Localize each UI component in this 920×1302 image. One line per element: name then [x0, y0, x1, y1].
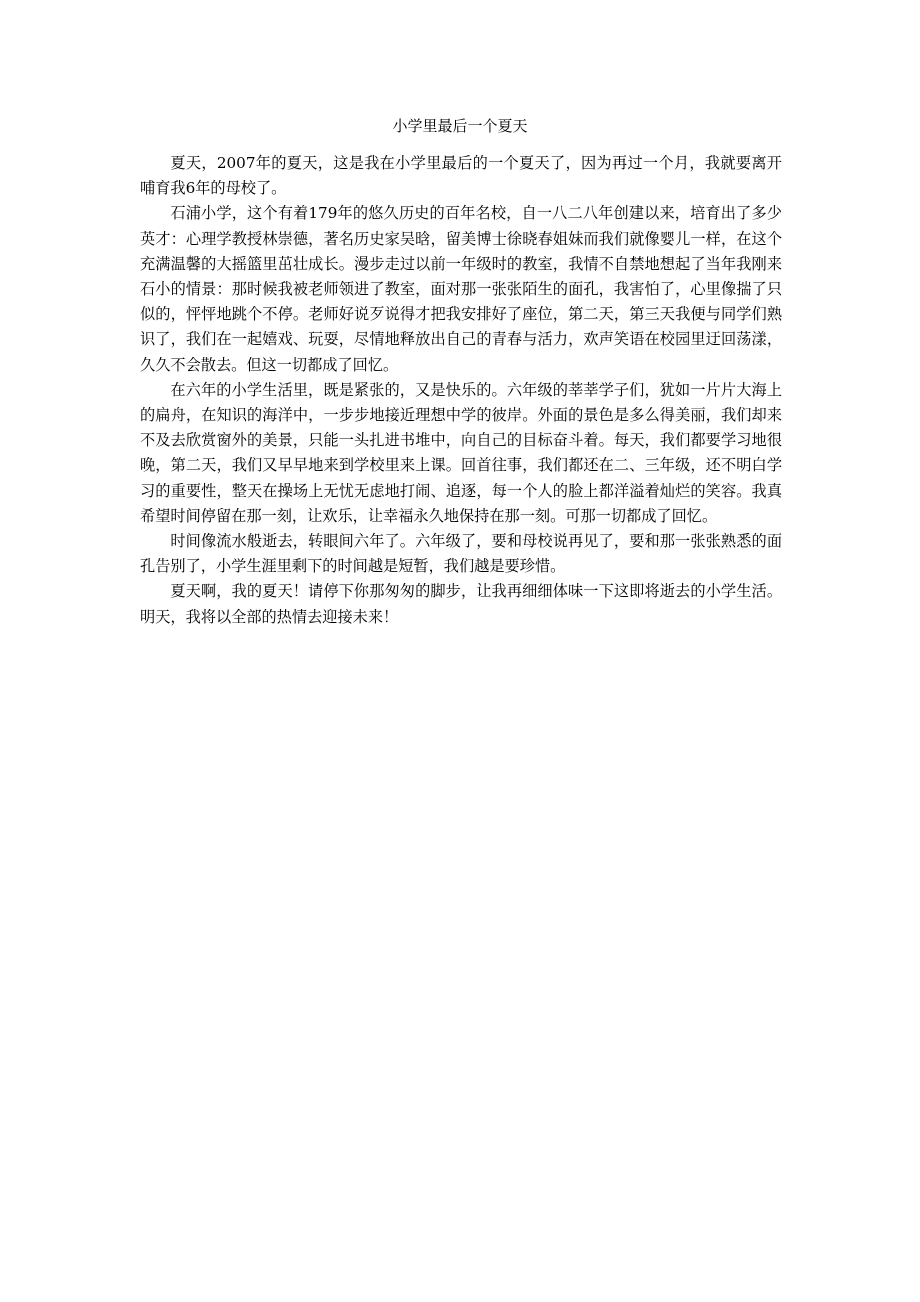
document-body [140, 151, 782, 630]
paragraph-3: 在六年的小学生活里，既是紧张的，又是快乐的。六年级的莘莘学子们，犹如一片片大海上的扁舟，在知识的海洋中，一步步地接近理想中学的彼岸。外面的景色是多么得美丽，我们却来不及去欣赏窗外的美景，只能一头扎进书堆中，向自己的目标奋斗着。每天，我们都要学习地很晚，第二天，我们又早早地来到学校里来上课。回首往事，我们都还在二、三年级，还不明白学习的重要性，整天在操场上无忧无虑地打闹、追逐，每一个人的脸上都洋溢着灿烂的笑容。我真希望时间停留在那一刻，让欢乐，让幸福永久地保持在那一刻。可那一切都成了回忆。 [140, 380, 782, 525]
paragraph-4: 时间像流水般逝去，转眼间六年了。六年级了，要和母校说再见了，要和那一张张熟悉的面孔告别了，小学生涯里剩下的时间越是短暂，我们越是要珍惜。 [140, 532, 782, 576]
paragraph-5: 夏天啊，我的夏天！请停下你那匆匆的脚步，让我再细细体味一下这即将逝去的小学生活。明天，我将以全部的热情去迎接未来！ [140, 582, 782, 626]
paragraph-1: 夏天，2007年的夏天，这是我在小学里最后的一个夏天了，因为再过一个月，我就要离开哺育我6年的母校了。 [140, 154, 782, 198]
document-title: 小学里最后一个夏天 [392, 117, 528, 135]
paragraph-2: 石浦小学，这个有着179年的悠久历史的百年名校，自一八二八年创建以来，培育出了多少英才：心理学教授林崇德，著名历史家吴晗，留美博士徐晓春姐妹而我们就像婴儿一样，在这个充满温馨的大摇篮里茁壮成长。漫步走过以前一年级时的教室，我情不自禁地想起了当年我刚来石小的情景：那时候我被老师领进了教室，面对那一张张陌生的面孔，我害怕了，心里像揣了只似的，怦怦地跳个不停。老师好说歹说得才把我安排好了座位，第二天，第三天我便与同学们熟识了，我们在一起嬉戏、玩耍，尽情地释放出自己的青春与活力，欢声笑语在校园里迂回荡漾，久久不会散去。但这一切都成了回忆。 [140, 204, 782, 374]
